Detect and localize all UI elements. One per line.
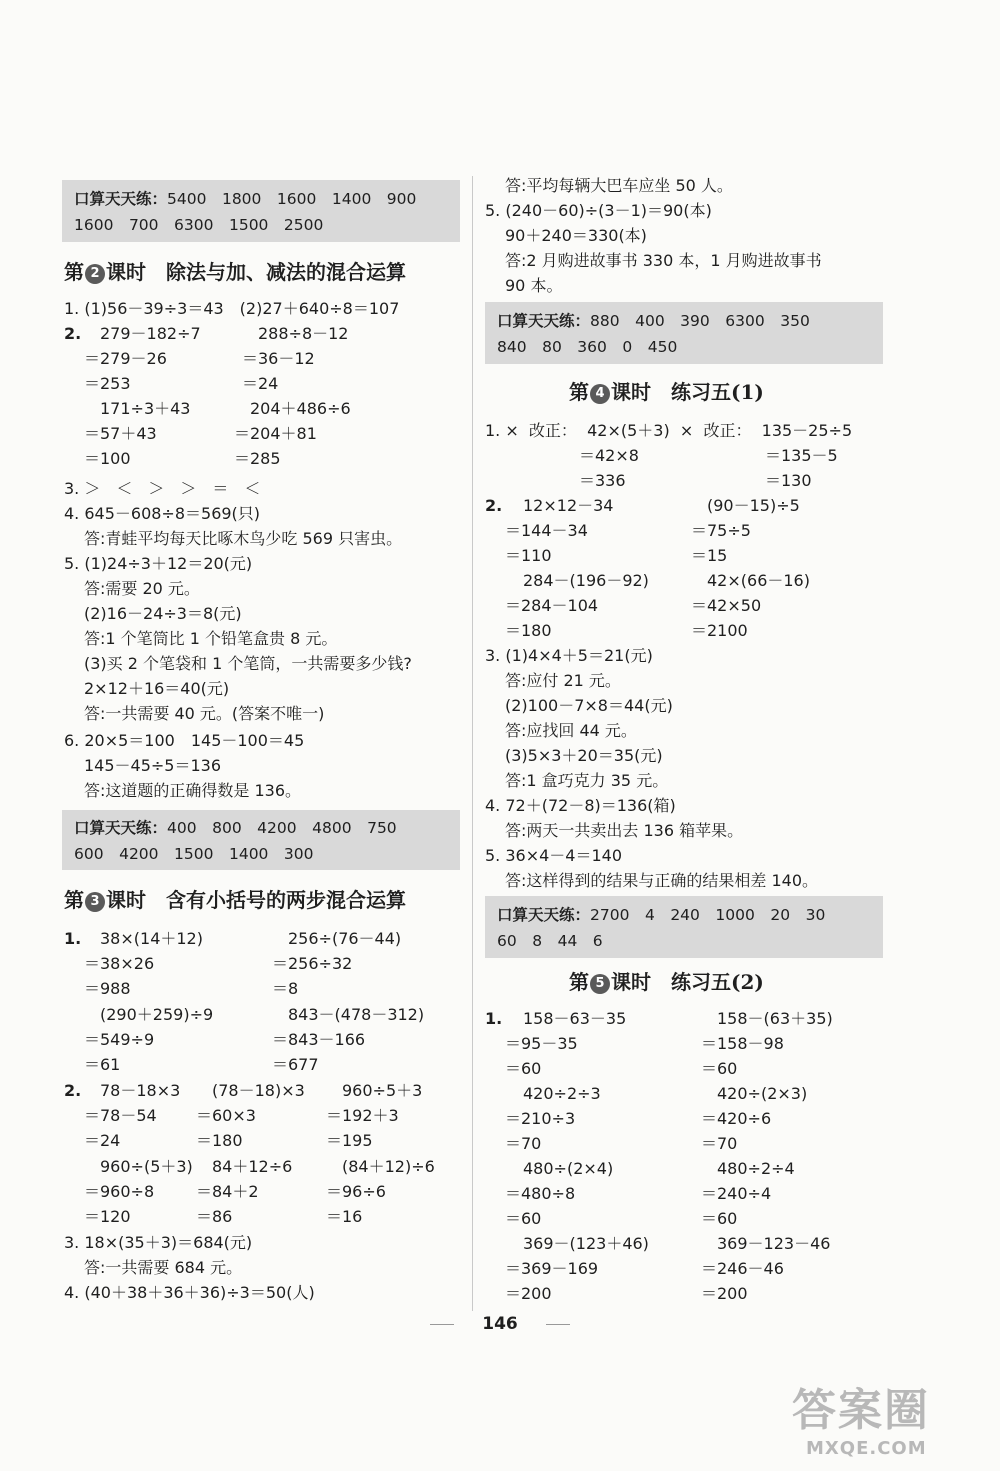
step: ＝100 xyxy=(84,449,131,468)
mental-math-row: 5400 1800 1600 1400 900 xyxy=(167,190,417,208)
expression: 288÷8－12 xyxy=(258,324,349,343)
answer-line: 90＋240＝330(本) xyxy=(505,226,647,245)
answer-line: 3. 18×(35＋3)＝684(元) xyxy=(64,1233,253,1252)
answer-line: 5. (1)24÷3＋12＝20(元) xyxy=(64,554,253,573)
step: ＝2100 xyxy=(691,621,748,640)
expression: 279－182÷7 xyxy=(100,324,201,343)
page-number: 146 xyxy=(482,1314,518,1334)
answer-line: 答:应付 21 元。 xyxy=(505,671,621,690)
answer-line: 答:这道题的正确得数是 136。 xyxy=(84,781,302,800)
expression: 480÷2÷4 xyxy=(717,1159,795,1178)
mental-math-row: 2700 4 240 1000 20 30 xyxy=(590,906,826,924)
page-number-rule-right xyxy=(546,1324,570,1325)
step: ＝42×50 xyxy=(691,596,762,615)
answer-line: 答:青蛙平均每天比啄木鸟少吃 569 只害虫。 xyxy=(84,529,403,548)
mental-math-row: 1600 700 6300 1500 2500 xyxy=(74,216,324,234)
step: ＝60 xyxy=(701,1059,738,1078)
question-number: 1. xyxy=(485,1009,503,1028)
step: ＝36－12 xyxy=(242,349,315,368)
step: ＝70 xyxy=(701,1134,738,1153)
step: ＝285 xyxy=(234,449,281,468)
step: ＝195 xyxy=(326,1131,373,1150)
step: ＝75÷5 xyxy=(691,521,751,540)
answer-line: 答:2 月购进故事书 330 本，1 月购进故事书 xyxy=(505,251,822,270)
step: ＝180 xyxy=(196,1131,243,1150)
step: ＝549÷9 xyxy=(84,1030,155,1049)
expression: (90－15)÷5 xyxy=(707,496,800,515)
step: ＝192＋3 xyxy=(326,1106,399,1125)
expression: 284－(196－92) xyxy=(523,571,649,590)
lesson-title: 第 2 课时 除法与加、减法的混合运算 xyxy=(64,260,406,284)
expression: 38×(14＋12) xyxy=(100,929,203,948)
answer-line: (3)买 2 个笔袋和 1 个笔筒，一共需要多少钱? xyxy=(84,654,412,673)
expression: 171÷3＋43 xyxy=(100,399,191,418)
expression: 420÷2÷3 xyxy=(523,1084,601,1103)
step: ＝210÷3 xyxy=(505,1109,576,1128)
step: ＝61 xyxy=(84,1055,121,1074)
step: ＝158－98 xyxy=(701,1034,784,1053)
step: ＝78－54 xyxy=(84,1106,157,1125)
answer-line: 2×12＋16＝40(元) xyxy=(84,679,230,698)
answer-line: (2)16－24÷3＝8(元) xyxy=(84,604,242,623)
lesson-title: 第 3 课时 含有小括号的两步混合运算 xyxy=(64,888,406,912)
mental-math-row: 60 8 44 6 xyxy=(497,932,603,950)
mental-math-row: 880 400 390 6300 350 xyxy=(590,312,810,330)
step: ＝38×26 xyxy=(84,954,155,973)
step: ＝42×8 xyxy=(579,446,639,465)
step: ＝144－34 xyxy=(505,521,588,540)
answer-line: 5. (240－60)÷(3－1)＝90(本) xyxy=(485,201,712,220)
watermark-url: MXQE.COM xyxy=(806,1438,927,1459)
step: ＝246－46 xyxy=(701,1259,784,1278)
mental-math-label: 口算天天练： xyxy=(74,190,168,208)
expression: 420÷(2×3) xyxy=(717,1084,808,1103)
expression: 204＋486÷6 xyxy=(250,399,351,418)
expression: 78－18×3 xyxy=(100,1081,181,1100)
step: ＝960÷8 xyxy=(84,1182,155,1201)
step: ＝204＋81 xyxy=(234,424,317,443)
step: ＝84＋2 xyxy=(196,1182,259,1201)
expression: 960÷(5＋3) xyxy=(100,1157,193,1176)
answer-line: 答:一共需要 684 元。 xyxy=(84,1258,243,1277)
step: ＝988 xyxy=(84,979,131,998)
step: ＝24 xyxy=(84,1131,121,1150)
question-number: 2. xyxy=(485,496,503,515)
answer-line: 5. 36×4－4＝140 xyxy=(485,846,623,865)
answer-line: 答:两天一共卖出去 136 箱苹果。 xyxy=(505,821,744,840)
step: ＝336 xyxy=(579,471,626,490)
expression: 369－(123＋46) xyxy=(523,1234,649,1253)
mental-math-box-4 xyxy=(485,896,883,958)
answer-line: 145－45÷5＝136 xyxy=(84,756,222,775)
lesson-number-badge: 3 xyxy=(85,892,105,912)
step: ＝70 xyxy=(505,1134,542,1153)
step: ＝60 xyxy=(505,1059,542,1078)
answer-line: 答:平均每辆大巴车应坐 50 人。 xyxy=(505,176,733,195)
answer-line: 90 本。 xyxy=(505,276,563,295)
answer-line: 4. 72＋(72－8)＝136(箱) xyxy=(485,796,676,815)
step: ＝57＋43 xyxy=(84,424,157,443)
step: ＝480÷8 xyxy=(505,1184,576,1203)
step: ＝8 xyxy=(272,979,299,998)
answer-line: 答:1 个笔筒比 1 个铅笔盒贵 8 元。 xyxy=(84,629,338,648)
answer-line: 1. (1)56－39÷3＝43 (2)27＋640÷8＝107 xyxy=(64,299,400,318)
watermark xyxy=(792,1386,992,1466)
mental-math-row: 600 4200 1500 1400 300 xyxy=(74,845,314,863)
mental-math-label: 口算天天练： xyxy=(497,906,591,924)
expression: (84＋12)÷6 xyxy=(342,1157,435,1176)
expression: 960÷5＋3 xyxy=(342,1081,423,1100)
step: ＝60 xyxy=(701,1209,738,1228)
answer-line: 4. 645－608÷8＝569(只) xyxy=(64,504,261,523)
expression: 42×(66－16) xyxy=(707,571,810,590)
step: ＝60 xyxy=(505,1209,542,1228)
mental-math-row: 400 800 4200 4800 750 xyxy=(167,819,397,837)
mental-math-row: 840 80 360 0 450 xyxy=(497,338,678,356)
step: ＝24 xyxy=(242,374,279,393)
step: ＝16 xyxy=(326,1207,363,1226)
step: ＝240÷4 xyxy=(701,1184,772,1203)
step: ＝180 xyxy=(505,621,552,640)
step: ＝200 xyxy=(701,1284,748,1303)
lesson-title: 第 5 课时 练习五(2) xyxy=(569,970,764,994)
answer-line: 6. 20×5＝100 145－100＝45 xyxy=(64,731,305,750)
expression: 843－(478－312) xyxy=(288,1005,425,1024)
step: ＝369－169 xyxy=(505,1259,599,1278)
expression: (290＋259)÷9 xyxy=(100,1005,214,1024)
mental-math-label: 口算天天练： xyxy=(74,819,168,837)
step: ＝279－26 xyxy=(84,349,167,368)
answer-line: 答:需要 20 元。 xyxy=(84,579,200,598)
expression: 256÷(76－44) xyxy=(288,929,402,948)
answer-line: 1. × 改正： 42×(5＋3) × 改正： 135－25÷5 xyxy=(485,421,853,440)
column-divider xyxy=(472,176,473,1311)
step: ＝60×3 xyxy=(196,1106,256,1125)
expression: (78－18)×3 xyxy=(212,1081,305,1100)
step: ＝110 xyxy=(505,546,552,565)
question-number: 1. xyxy=(64,929,82,948)
step: ＝843－166 xyxy=(272,1030,366,1049)
step: ＝420÷6 xyxy=(701,1109,772,1128)
step: ＝15 xyxy=(691,546,728,565)
answer-line: 答:1 盒巧克力 35 元。 xyxy=(505,771,669,790)
question-number: 2. xyxy=(64,1081,82,1100)
answer-line: (2)100－7×8＝44(元) xyxy=(505,696,673,715)
expression: 158－63－35 xyxy=(523,1009,627,1028)
expression: 158－(63＋35) xyxy=(717,1009,833,1028)
step: ＝253 xyxy=(84,374,131,393)
answer-line: 3. (1)4×4＋5＝21(元) xyxy=(485,646,653,665)
step: ＝284－104 xyxy=(505,596,599,615)
mental-math-box-3 xyxy=(485,302,883,364)
mental-math-label: 口算天天练： xyxy=(497,312,591,330)
step: ＝130 xyxy=(765,471,812,490)
mental-math-box-1 xyxy=(62,180,460,242)
answer-line: (3)5×3＋20＝35(元) xyxy=(505,746,663,765)
lesson-number-badge: 4 xyxy=(590,384,610,404)
mental-math-box-2 xyxy=(62,810,460,870)
watermark-logo-text: 答案圈 xyxy=(792,1385,930,1436)
step: ＝95－35 xyxy=(505,1034,578,1053)
step: ＝96÷6 xyxy=(326,1182,386,1201)
answer-line: 3. ＞ ＜ ＞ ＞ ＝ ＜ xyxy=(64,479,261,498)
answer-line: 答:一共需要 40 元。(答案不唯一) xyxy=(84,704,325,723)
step: ＝200 xyxy=(505,1284,552,1303)
lesson-number-badge: 2 xyxy=(85,264,105,284)
step: ＝256÷32 xyxy=(272,954,353,973)
step: ＝677 xyxy=(272,1055,319,1074)
answer-line: 答:这样得到的结果与正确的结果相差 140。 xyxy=(505,871,819,890)
step: ＝86 xyxy=(196,1207,233,1226)
expression: 84＋12÷6 xyxy=(212,1157,293,1176)
expression: 12×12－34 xyxy=(523,496,614,515)
lesson-title: 第 4 课时 练习五(1) xyxy=(569,380,764,404)
expression: 480÷(2×4) xyxy=(523,1159,614,1178)
expression: 369－123－46 xyxy=(717,1234,831,1253)
answer-line: 4. (40＋38＋36＋36)÷3＝50(人) xyxy=(64,1283,315,1302)
step: ＝120 xyxy=(84,1207,131,1226)
lesson-number-badge: 5 xyxy=(590,974,610,994)
answer-line: 答:应找回 44 元。 xyxy=(505,721,637,740)
step: ＝135－5 xyxy=(765,446,838,465)
question-number: 2. xyxy=(64,324,82,343)
